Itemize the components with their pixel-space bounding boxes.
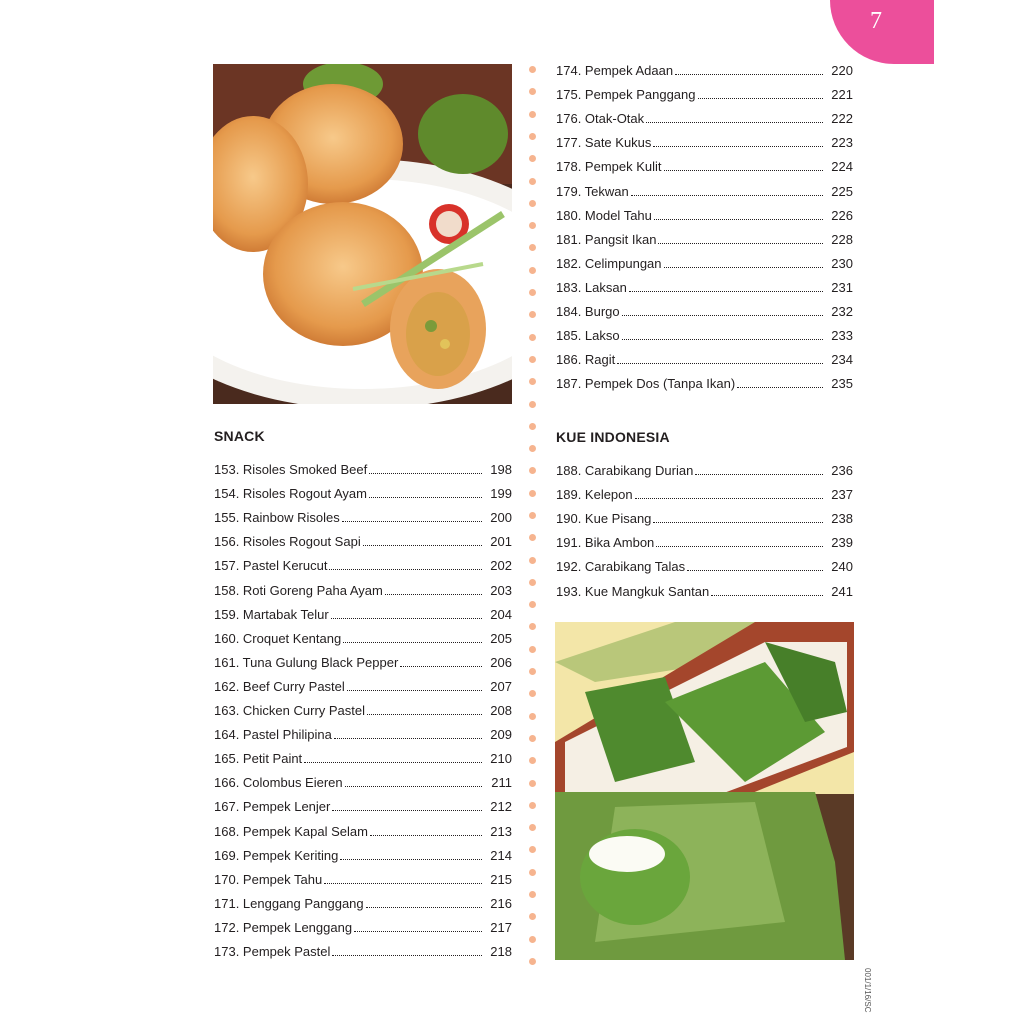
toc-entry	[556, 157, 853, 177]
toc-entry	[214, 677, 512, 697]
toc-entry-page: 199	[490, 486, 512, 502]
toc-entry-title: 161. Tuna Gulung Black Pepper	[214, 654, 399, 670]
dot-leader	[369, 472, 482, 474]
dot-leader	[629, 290, 823, 292]
dot-leader	[635, 497, 823, 499]
toc-entry	[214, 532, 512, 552]
divider-dot	[529, 601, 536, 608]
toc-entry	[556, 133, 853, 153]
divider-dot	[529, 490, 536, 497]
divider-dot	[529, 155, 536, 162]
divider-dot	[529, 289, 536, 296]
toc-entry-title: 174. Pempek Adaan	[556, 63, 674, 78]
toc-entry-title: 164. Pastel Philipina	[214, 727, 332, 743]
toc-entry	[556, 109, 853, 129]
divider-dot	[529, 222, 536, 229]
toc-entry-title: 165. Petit Paint	[214, 751, 303, 767]
toc-entry-title: 159. Martabak Telur	[214, 606, 329, 622]
toc-entry-title: 172. Pempek Lenggang	[214, 919, 353, 935]
toc-entry-title: 192. Carabikang Talas	[556, 559, 686, 575]
toc-entry-page: 201	[490, 534, 512, 550]
dot-leader	[695, 473, 823, 475]
dot-leader	[354, 930, 482, 932]
toc-entry-page: 235	[831, 376, 853, 392]
section-title-kue-indonesia: KUE INDONESIA	[556, 429, 670, 445]
toc-entry	[214, 701, 512, 721]
toc-entry	[214, 822, 512, 842]
toc-entry-title: 169. Pempek Keriting	[214, 847, 339, 863]
toc-entry-title: 178. Pempek Kulit	[556, 159, 662, 175]
divider-dot	[529, 467, 536, 474]
toc-entry-page: 216	[490, 895, 512, 911]
toc-entry-page: 232	[831, 304, 853, 319]
toc-entry	[556, 61, 853, 81]
toc-entry-page: 202	[490, 558, 512, 574]
toc-entry-page: 204	[490, 606, 512, 622]
toc-entry-page: 220	[831, 63, 853, 78]
toc-entry	[556, 182, 853, 202]
toc-entry	[556, 461, 853, 481]
toc-entry-page: 231	[831, 279, 853, 295]
divider-dot	[529, 713, 536, 720]
divider-dot	[529, 334, 536, 341]
divider-dot	[529, 378, 536, 385]
toc-entry	[214, 870, 512, 890]
toc-entry-page: 236	[831, 463, 853, 478]
toc-entry	[214, 846, 512, 866]
toc-entry	[214, 508, 512, 528]
toc-entry-page: 213	[490, 823, 512, 839]
toc-entry-page: 212	[490, 799, 512, 815]
toc-entry	[556, 278, 853, 298]
divider-dot	[529, 512, 536, 519]
divider-dot	[529, 891, 536, 898]
divider-dot	[529, 735, 536, 742]
toc-entry-title: 158. Roti Goreng Paha Ayam	[214, 582, 383, 598]
divider-dot	[529, 178, 536, 185]
dot-leader	[324, 882, 482, 884]
toc-entry-title: 186. Ragit	[556, 352, 616, 368]
toc-entry	[214, 725, 512, 745]
dot-leader	[698, 97, 824, 99]
toc-entry-page: 238	[831, 511, 853, 527]
photo-curry-puffs	[213, 64, 512, 404]
toc-entry-title: 170. Pempek Tahu	[214, 871, 323, 887]
toc-entry	[214, 653, 512, 673]
toc-entry	[214, 556, 512, 576]
toc-entry	[556, 374, 853, 394]
toc-entry-title: 190. Kue Pisang	[556, 511, 652, 527]
dot-leader	[334, 737, 482, 739]
toc-entry-title: 167. Pempek Lenjer	[214, 799, 331, 815]
toc-entry	[214, 484, 512, 504]
toc-entry-title: 184. Burgo	[556, 304, 620, 319]
dot-leader	[366, 906, 482, 908]
toc-entry	[214, 605, 512, 625]
toc-entry	[214, 629, 512, 649]
toc-entry-page: 214	[490, 847, 512, 863]
toc-entry-page: 237	[831, 487, 853, 503]
toc-entry	[556, 230, 853, 250]
dot-leader	[332, 809, 482, 811]
section-title-snack: SNACK	[214, 428, 265, 444]
divider-dot	[529, 690, 536, 697]
toc-entry-title: 155. Rainbow Risoles	[214, 510, 340, 526]
toc-entry-page: 222	[831, 111, 853, 127]
toc-entry	[214, 918, 512, 938]
dot-leader	[331, 617, 482, 619]
toc-entry-page: 218	[490, 944, 512, 959]
dot-leader	[304, 761, 482, 763]
divider-dot	[529, 936, 536, 943]
toc-entry-page: 203	[490, 582, 512, 598]
toc-entry	[556, 557, 853, 577]
divider-dot	[529, 200, 536, 207]
dot-leader	[340, 858, 482, 860]
toc-entry	[214, 894, 512, 914]
toc-entry-page: 215	[490, 871, 512, 887]
dot-leader	[617, 362, 823, 364]
divider-dot	[529, 267, 536, 274]
toc-entry	[556, 85, 853, 105]
divider-dot	[529, 646, 536, 653]
toc-entry-page: 241	[831, 583, 853, 599]
divider-dot	[529, 824, 536, 831]
dot-leader	[345, 785, 482, 787]
toc-entry	[556, 302, 853, 322]
divider-dot	[529, 423, 536, 430]
dot-leader	[664, 266, 823, 268]
dot-leader	[369, 496, 482, 498]
divider-dot	[529, 579, 536, 586]
toc-entry-title: 160. Croquet Kentang	[214, 630, 342, 646]
toc-entry	[556, 206, 853, 226]
toc-entry-page: 211	[491, 775, 512, 791]
divider-dot	[529, 356, 536, 363]
divider-dot	[529, 133, 536, 140]
divider-dot	[529, 401, 536, 408]
divider-dot	[529, 88, 536, 95]
divider-dot	[529, 802, 536, 809]
divider-dot	[529, 445, 536, 452]
toc-entry-title: 162. Beef Curry Pastel	[214, 678, 345, 694]
toc-entry-page: 230	[831, 255, 853, 271]
toc-entry-page: 223	[831, 135, 853, 151]
toc-entry	[214, 749, 512, 769]
print-code: 001/1/16/SC	[863, 968, 872, 1013]
divider-dot	[529, 958, 536, 965]
dot-leader	[363, 544, 482, 546]
toc-entry-title: 180. Model Tahu	[556, 207, 652, 223]
divider-dot	[529, 757, 536, 764]
dot-leader	[631, 194, 823, 196]
toc-entry	[556, 582, 853, 602]
toc-entry-title: 189. Kelepon	[556, 487, 633, 503]
divider-dot	[529, 846, 536, 853]
toc-entry-title: 168. Pempek Kapal Selam	[214, 823, 368, 839]
divider-dot	[529, 869, 536, 876]
divider-dot	[529, 66, 536, 73]
toc-entry-title: 153. Risoles Smoked Beef	[214, 462, 368, 477]
toc-entry-page: 217	[490, 919, 512, 935]
toc-entry-page: 234	[831, 352, 853, 368]
photo-kue-banana-leaf	[555, 622, 854, 960]
toc-entry-page: 206	[490, 654, 512, 670]
dot-leader	[675, 73, 823, 75]
toc-entry-title: 191. Bika Ambon	[556, 535, 655, 551]
dot-leader	[622, 314, 823, 316]
toc-entry-title: 154. Risoles Rogout Ayam	[214, 486, 367, 502]
dot-leader	[370, 834, 482, 836]
toc-entry	[214, 773, 512, 793]
toc-entry-title: 171. Lenggang Panggang	[214, 895, 364, 911]
toc-entry-title: 175. Pempek Panggang	[556, 87, 696, 103]
dot-leader	[646, 121, 823, 123]
toc-entry-title: 156. Risoles Rogout Sapi	[214, 534, 361, 550]
toc-entry-title: 176. Otak-Otak	[556, 111, 645, 127]
toc-entry-page: 205	[490, 630, 512, 646]
divider-dot	[529, 244, 536, 251]
toc-entry-page: 224	[831, 159, 853, 175]
toc-entry-page: 210	[490, 751, 512, 767]
dot-leader	[342, 520, 482, 522]
toc-entry	[214, 581, 512, 601]
dot-leader	[653, 145, 823, 147]
dot-leader	[658, 242, 823, 244]
dot-leader	[653, 521, 823, 523]
page-number: 7	[870, 8, 882, 34]
dot-leader	[385, 593, 482, 595]
divider-dot	[529, 913, 536, 920]
toc-entry	[214, 797, 512, 817]
dot-leader	[400, 665, 482, 667]
toc-entry-page: 208	[490, 703, 512, 718]
toc-entry	[556, 509, 853, 529]
dot-leader	[343, 641, 482, 643]
toc-entry	[556, 254, 853, 274]
toc-entry-title: 157. Pastel Kerucut	[214, 558, 328, 574]
toc-entry-title: 188. Carabikang Durian	[556, 463, 694, 478]
dot-leader	[664, 169, 823, 171]
dot-leader	[332, 954, 482, 956]
dot-leader	[737, 386, 823, 388]
toc-entry-page: 228	[831, 231, 853, 247]
toc-entry-title: 182. Celimpungan	[556, 255, 662, 271]
toc-entry-page: 239	[831, 535, 853, 551]
dot-leader	[687, 569, 823, 571]
dot-leader	[622, 338, 823, 340]
toc-entry-title: 187. Pempek Dos (Tanpa Ikan)	[556, 376, 736, 392]
toc-entry-page: 207	[490, 678, 512, 694]
dot-leader	[711, 594, 823, 596]
dot-leader	[654, 218, 823, 220]
divider-dot	[529, 557, 536, 564]
dot-leader	[329, 568, 482, 570]
toc-entry-title: 193. Kue Mangkuk Santan	[556, 583, 710, 599]
toc-entry	[556, 326, 853, 346]
toc-entry-page: 233	[831, 328, 853, 344]
toc-entry	[556, 533, 853, 553]
toc-entry-page: 200	[490, 510, 512, 526]
toc-entry-page: 198	[490, 462, 512, 477]
toc-entry-title: 166. Colombus Eieren	[214, 775, 343, 791]
toc-entry-title: 173. Pempek Pastel	[214, 944, 331, 959]
toc-entry	[214, 460, 512, 480]
toc-entry	[556, 350, 853, 370]
dot-leader	[367, 713, 482, 715]
dot-leader	[656, 545, 823, 547]
divider-dot	[529, 623, 536, 630]
toc-entry-title: 183. Laksan	[556, 279, 627, 295]
toc-entry	[556, 485, 853, 505]
toc-entry-page: 221	[831, 87, 853, 103]
toc-entry-title: 185. Lakso	[556, 328, 620, 344]
divider-dot	[529, 534, 536, 541]
dot-leader	[347, 689, 482, 691]
toc-entry-page: 209	[490, 727, 512, 743]
divider-dot	[529, 668, 536, 675]
toc-entry-page: 240	[831, 559, 853, 575]
toc-entry	[214, 942, 512, 962]
toc-entry-page: 226	[831, 207, 853, 223]
divider-dot	[529, 780, 536, 787]
toc-entry-title: 179. Tekwan	[556, 183, 629, 199]
toc-entry-title: 163. Chicken Curry Pastel	[214, 703, 366, 718]
divider-dot	[529, 111, 536, 118]
divider-dot	[529, 311, 536, 318]
toc-entry-title: 177. Sate Kukus	[556, 135, 652, 151]
toc-entry-title: 181. Pangsit Ikan	[556, 231, 657, 247]
toc-entry-page: 225	[831, 183, 853, 199]
